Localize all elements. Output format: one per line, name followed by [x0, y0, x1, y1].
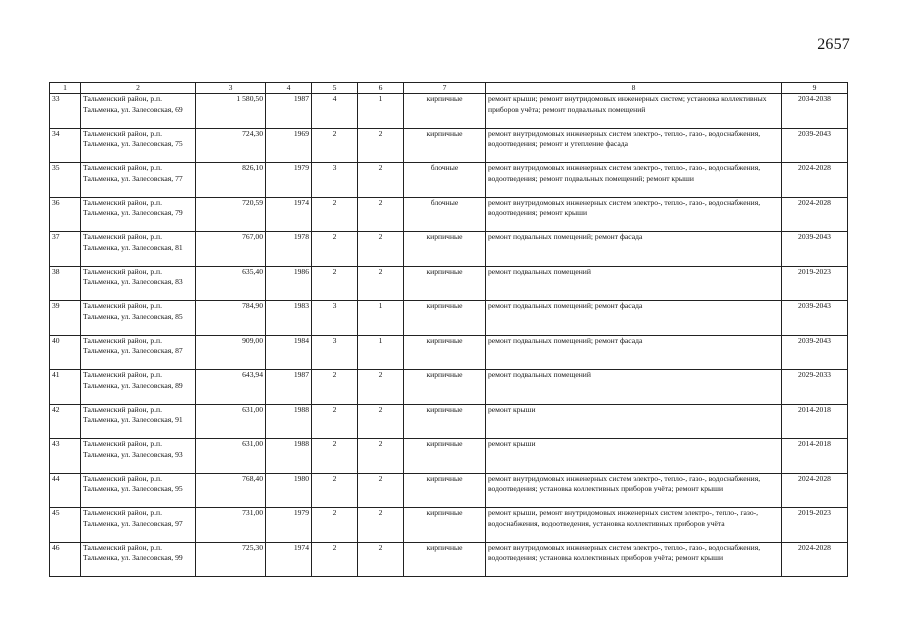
- floors-cell: 3: [312, 301, 358, 336]
- repair-works-cell: ремонт внутридомовых инженерных систем электро-, тепло-, газо-, водоснабжения, водоотведения; ремонт крыши: [486, 197, 782, 232]
- area-cell: 1 580,50: [196, 94, 266, 129]
- repair-period-cell: 2039-2043: [782, 301, 848, 336]
- floors-cell: 3: [312, 163, 358, 198]
- wall-material-cell: блочные: [404, 163, 486, 198]
- floors-cell: 2: [312, 508, 358, 543]
- table-row: [50, 163, 848, 198]
- entrances-cell: 2: [358, 473, 404, 508]
- column-header: 4: [266, 83, 312, 94]
- repair-period-cell: 2034-2038: [782, 94, 848, 129]
- table-row: [50, 301, 848, 336]
- wall-material-cell: кирпичные: [404, 335, 486, 370]
- repair-period-cell: 2014-2018: [782, 439, 848, 474]
- year-built-cell: 1988: [266, 439, 312, 474]
- table-row: [50, 508, 848, 543]
- repair-works-cell: ремонт внутридомовых инженерных систем электро-, тепло-, газо-, водоснабжения, водоотведения; установка коллективных приборов учёта; ремонт крыши: [486, 542, 782, 577]
- wall-material-cell: кирпичные: [404, 301, 486, 336]
- repair-works-cell: ремонт крыши; ремонт внутридомовых инженерных систем; установка коллективных приборов учёта; ремонт подвальных помещений: [486, 94, 782, 129]
- wall-material-cell: кирпичные: [404, 370, 486, 405]
- year-built-cell: 1974: [266, 542, 312, 577]
- table-row: [50, 473, 848, 508]
- row-number-cell: 34: [50, 128, 81, 163]
- year-built-cell: 1969: [266, 128, 312, 163]
- floors-cell: 2: [312, 370, 358, 405]
- area-cell: 631,00: [196, 404, 266, 439]
- row-number-cell: 42: [50, 404, 81, 439]
- entrances-cell: 2: [358, 128, 404, 163]
- year-built-cell: 1988: [266, 404, 312, 439]
- row-number-cell: 36: [50, 197, 81, 232]
- entrances-cell: 2: [358, 404, 404, 439]
- row-number-cell: 35: [50, 163, 81, 198]
- column-header: 9: [782, 83, 848, 94]
- year-built-cell: 1986: [266, 266, 312, 301]
- year-built-cell: 1978: [266, 232, 312, 267]
- wall-material-cell: кирпичные: [404, 439, 486, 474]
- floors-cell: 2: [312, 197, 358, 232]
- repair-works-cell: ремонт крыши: [486, 439, 782, 474]
- repair-period-cell: 2019-2023: [782, 508, 848, 543]
- row-number-cell: 44: [50, 473, 81, 508]
- area-cell: 725,30: [196, 542, 266, 577]
- floors-cell: 2: [312, 439, 358, 474]
- housing-repair-table: [49, 82, 848, 577]
- year-built-cell: 1983: [266, 301, 312, 336]
- repair-period-cell: 2024-2028: [782, 163, 848, 198]
- repair-works-cell: ремонт подвальных помещений; ремонт фасада: [486, 232, 782, 267]
- column-header: 6: [358, 83, 404, 94]
- entrances-cell: 2: [358, 508, 404, 543]
- column-number-row: [50, 83, 848, 94]
- table-row: [50, 542, 848, 577]
- wall-material-cell: кирпичные: [404, 508, 486, 543]
- address-cell: Тальменский район, р.п. Тальменка, ул. Залесовская, 81: [81, 232, 196, 267]
- row-number-cell: 43: [50, 439, 81, 474]
- repair-works-cell: ремонт подвальных помещений; ремонт фасада: [486, 301, 782, 336]
- wall-material-cell: кирпичные: [404, 128, 486, 163]
- repair-works-cell: ремонт внутридомовых инженерных систем электро-, тепло-, газо-, водоснабжения, водоотведения; ремонт и утепление фасада: [486, 128, 782, 163]
- address-cell: Тальменский район, р.п. Тальменка, ул. Залесовская, 79: [81, 197, 196, 232]
- area-cell: 768,40: [196, 473, 266, 508]
- table-row: [50, 370, 848, 405]
- floors-cell: 3: [312, 335, 358, 370]
- repair-period-cell: 2024-2028: [782, 197, 848, 232]
- entrances-cell: 1: [358, 335, 404, 370]
- repair-works-cell: ремонт крыши: [486, 404, 782, 439]
- page-number: 2657: [817, 36, 850, 53]
- floors-cell: 2: [312, 473, 358, 508]
- address-cell: Тальменский район, р.п. Тальменка, ул. Залесовская, 77: [81, 163, 196, 198]
- wall-material-cell: кирпичные: [404, 542, 486, 577]
- address-cell: Тальменский район, р.п. Тальменка, ул. Залесовская, 75: [81, 128, 196, 163]
- entrances-cell: 2: [358, 266, 404, 301]
- area-cell: 784,90: [196, 301, 266, 336]
- area-cell: 767,00: [196, 232, 266, 267]
- entrances-cell: 2: [358, 439, 404, 474]
- repair-works-cell: ремонт подвальных помещений: [486, 370, 782, 405]
- address-cell: Тальменский район, р.п. Тальменка, ул. Залесовская, 83: [81, 266, 196, 301]
- column-header: 7: [404, 83, 486, 94]
- entrances-cell: 2: [358, 542, 404, 577]
- area-cell: 720,59: [196, 197, 266, 232]
- column-header: 8: [486, 83, 782, 94]
- year-built-cell: 1984: [266, 335, 312, 370]
- repair-period-cell: 2024-2028: [782, 542, 848, 577]
- column-header: 3: [196, 83, 266, 94]
- address-cell: Тальменский район, р.п. Тальменка, ул. Залесовская, 95: [81, 473, 196, 508]
- repair-period-cell: 2014-2018: [782, 404, 848, 439]
- row-number-cell: 45: [50, 508, 81, 543]
- row-number-cell: 33: [50, 94, 81, 129]
- address-cell: Тальменский район, р.п. Тальменка, ул. Залесовская, 89: [81, 370, 196, 405]
- wall-material-cell: кирпичные: [404, 232, 486, 267]
- table-row: [50, 404, 848, 439]
- area-cell: 826,10: [196, 163, 266, 198]
- entrances-cell: 2: [358, 370, 404, 405]
- repair-period-cell: 2029-2033: [782, 370, 848, 405]
- repair-period-cell: 2019-2023: [782, 266, 848, 301]
- wall-material-cell: кирпичные: [404, 473, 486, 508]
- floors-cell: 2: [312, 128, 358, 163]
- row-number-cell: 38: [50, 266, 81, 301]
- repair-period-cell: 2039-2043: [782, 335, 848, 370]
- area-cell: 909,00: [196, 335, 266, 370]
- address-cell: Тальменский район, р.п. Тальменка, ул. Залесовская, 99: [81, 542, 196, 577]
- table-row: [50, 128, 848, 163]
- area-cell: 643,94: [196, 370, 266, 405]
- repair-works-cell: ремонт подвальных помещений; ремонт фасада: [486, 335, 782, 370]
- address-cell: Тальменский район, р.п. Тальменка, ул. Залесовская, 87: [81, 335, 196, 370]
- floors-cell: 2: [312, 542, 358, 577]
- address-cell: Тальменский район, р.п. Тальменка, ул. Залесовская, 69: [81, 94, 196, 129]
- table-row: [50, 94, 848, 129]
- repair-period-cell: 2039-2043: [782, 128, 848, 163]
- row-number-cell: 46: [50, 542, 81, 577]
- address-cell: Тальменский район, р.п. Тальменка, ул. Залесовская, 93: [81, 439, 196, 474]
- table-body: [50, 94, 848, 577]
- area-cell: 724,30: [196, 128, 266, 163]
- address-cell: Тальменский район, р.п. Тальменка, ул. Залесовская, 91: [81, 404, 196, 439]
- area-cell: 631,00: [196, 439, 266, 474]
- wall-material-cell: кирпичные: [404, 266, 486, 301]
- year-built-cell: 1987: [266, 370, 312, 405]
- wall-material-cell: блочные: [404, 197, 486, 232]
- floors-cell: 2: [312, 404, 358, 439]
- column-header: 2: [81, 83, 196, 94]
- repair-works-cell: ремонт крыши, ремонт внутридомовых инженерных систем электро-, тепло-, газо-, водоснабжения, водоотведения, установка коллективных приборов учёта: [486, 508, 782, 543]
- year-built-cell: 1979: [266, 508, 312, 543]
- table-row: [50, 335, 848, 370]
- wall-material-cell: кирпичные: [404, 94, 486, 129]
- year-built-cell: 1987: [266, 94, 312, 129]
- area-cell: 635,40: [196, 266, 266, 301]
- floors-cell: 4: [312, 94, 358, 129]
- address-cell: Тальменский район, р.п. Тальменка, ул. Залесовская, 85: [81, 301, 196, 336]
- floors-cell: 2: [312, 266, 358, 301]
- column-header: 5: [312, 83, 358, 94]
- address-cell: Тальменский район, р.п. Тальменка, ул. Залесовская, 97: [81, 508, 196, 543]
- floors-cell: 2: [312, 232, 358, 267]
- entrances-cell: 2: [358, 163, 404, 198]
- repair-works-cell: ремонт внутридомовых инженерных систем электро-, тепло-, газо-, водоснабжения, водоотведения; установка коллективных приборов учёта; ремонт крыши: [486, 473, 782, 508]
- repair-period-cell: 2024-2028: [782, 473, 848, 508]
- table-row: [50, 439, 848, 474]
- entrances-cell: 2: [358, 197, 404, 232]
- entrances-cell: 1: [358, 301, 404, 336]
- table-row: [50, 232, 848, 267]
- row-number-cell: 41: [50, 370, 81, 405]
- row-number-cell: 40: [50, 335, 81, 370]
- year-built-cell: 1980: [266, 473, 312, 508]
- table-row: [50, 266, 848, 301]
- row-number-cell: 37: [50, 232, 81, 267]
- column-header: 1: [50, 83, 81, 94]
- repair-period-cell: 2039-2043: [782, 232, 848, 267]
- repair-works-cell: ремонт подвальных помещений: [486, 266, 782, 301]
- area-cell: 731,00: [196, 508, 266, 543]
- wall-material-cell: кирпичные: [404, 404, 486, 439]
- year-built-cell: 1979: [266, 163, 312, 198]
- row-number-cell: 39: [50, 301, 81, 336]
- repair-works-cell: ремонт внутридомовых инженерных систем электро-, тепло-, газо-, водоснабжения, водоотведения; ремонт подвальных помещений; ремонт крыши: [486, 163, 782, 198]
- year-built-cell: 1974: [266, 197, 312, 232]
- entrances-cell: 2: [358, 232, 404, 267]
- table-row: [50, 197, 848, 232]
- entrances-cell: 1: [358, 94, 404, 129]
